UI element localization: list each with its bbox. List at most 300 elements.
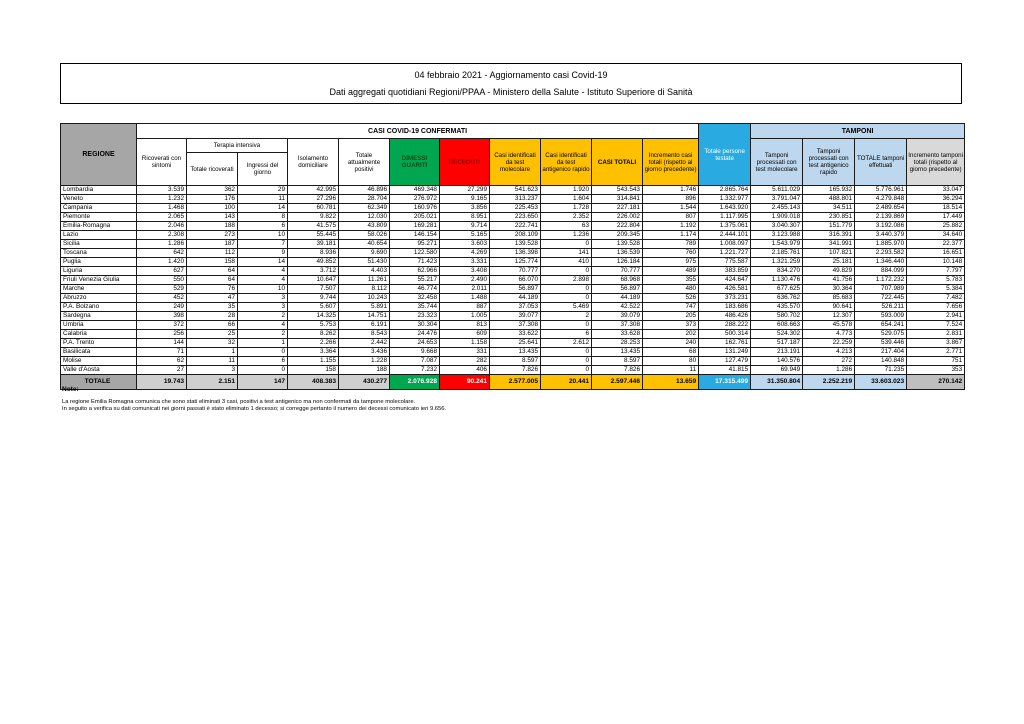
value-cell: 95.271: [390, 240, 440, 249]
value-cell: 49.852: [288, 258, 339, 267]
region-name-cell: Lazio: [61, 231, 137, 240]
table-row: [61, 195, 965, 204]
value-cell: 5.891: [339, 303, 390, 312]
value-cell: 608.663: [751, 321, 803, 330]
value-cell: 3: [238, 294, 288, 303]
column-header-totale-ricoverati: Totale ricoverati: [187, 153, 238, 186]
value-cell: 0: [541, 285, 592, 294]
value-cell: 127.479: [699, 357, 751, 366]
column-header-casi-molecolare: Casi identificati da test molecolare: [490, 139, 541, 186]
value-cell: 8.597: [490, 357, 541, 366]
value-cell: 3.791.047: [751, 195, 803, 204]
value-cell: 276.972: [390, 195, 440, 204]
value-cell: 80: [643, 357, 699, 366]
region-name-cell: P.A. Trento: [61, 339, 137, 348]
value-cell: 636.762: [751, 294, 803, 303]
value-cell: 1.008.097: [699, 240, 751, 249]
value-cell: 480: [643, 285, 699, 294]
value-cell: 272: [803, 357, 855, 366]
value-cell: 707.989: [855, 285, 907, 294]
value-cell: 5.753: [288, 321, 339, 330]
value-cell: 751: [907, 357, 965, 366]
column-header-isolamento: Isolamento domiciliare: [288, 139, 339, 186]
region-name-cell: Piemonte: [61, 213, 137, 222]
value-cell: 1.172.232: [855, 276, 907, 285]
value-cell: 654.241: [855, 321, 907, 330]
value-cell: 60.781: [288, 204, 339, 213]
value-cell: 3: [238, 303, 288, 312]
value-cell: 30.304: [390, 321, 440, 330]
value-cell: 884.099: [855, 267, 907, 276]
table-row: [61, 213, 965, 222]
value-cell: 362: [187, 186, 238, 195]
value-cell: 2.065: [137, 213, 187, 222]
column-header-ricoverati: Ricoverati con sintomi: [137, 139, 187, 186]
value-cell: 11.261: [339, 276, 390, 285]
value-cell: 140.576: [751, 357, 803, 366]
note-line: In seguito a verifica su dati comunicati nei giorni passati è stato eliminato 1 decesso; si corregge pertanto il numero dei decessi comunicato ieri 9.656.: [62, 406, 447, 412]
value-cell: 452: [137, 294, 187, 303]
totale-value-cell: 90.241: [440, 375, 490, 390]
value-cell: 14: [238, 204, 288, 213]
value-cell: 240: [643, 339, 699, 348]
value-cell: 3.408: [440, 267, 490, 276]
value-cell: 5.384: [907, 285, 965, 294]
value-cell: 406: [440, 366, 490, 375]
value-cell: 1.746: [643, 186, 699, 195]
value-cell: 225.453: [490, 204, 541, 213]
value-cell: 44.189: [490, 294, 541, 303]
value-cell: 11: [643, 366, 699, 375]
value-cell: 2.490: [440, 276, 490, 285]
value-cell: 46.896: [339, 186, 390, 195]
value-cell: 4.773: [803, 330, 855, 339]
value-cell: 4.279.848: [855, 195, 907, 204]
value-cell: 2.444.101: [699, 231, 751, 240]
region-name-cell: P.A. Bolzano: [61, 303, 137, 312]
value-cell: 5.165: [440, 231, 490, 240]
value-cell: 223.650: [490, 213, 541, 222]
value-cell: 8.597: [592, 357, 643, 366]
value-cell: 6: [238, 222, 288, 231]
value-cell: 14.751: [339, 312, 390, 321]
totale-label-cell: TOTALE: [61, 375, 137, 390]
value-cell: 90.641: [803, 303, 855, 312]
value-cell: 33.622: [490, 330, 541, 339]
value-cell: 17.449: [907, 213, 965, 222]
covid-data-table: [60, 123, 965, 390]
table-row: [61, 339, 965, 348]
value-cell: 35: [187, 303, 238, 312]
table-row: [61, 186, 965, 195]
table-row: [61, 231, 965, 240]
table-row: [61, 249, 965, 258]
value-cell: 140.848: [855, 357, 907, 366]
value-cell: 398: [137, 312, 187, 321]
value-cell: 2.185.761: [751, 249, 803, 258]
value-cell: 34.511: [803, 204, 855, 213]
value-cell: 331: [440, 348, 490, 357]
value-cell: 9.668: [390, 348, 440, 357]
value-cell: 42.995: [288, 186, 339, 195]
region-name-cell: Umbria: [61, 321, 137, 330]
value-cell: 3.539: [137, 186, 187, 195]
value-cell: 151.779: [803, 222, 855, 231]
value-cell: 1.375.061: [699, 222, 751, 231]
value-cell: 24.653: [390, 339, 440, 348]
value-cell: 609: [440, 330, 490, 339]
value-cell: 139.528: [490, 240, 541, 249]
value-cell: 85.683: [803, 294, 855, 303]
value-cell: 5.607: [288, 303, 339, 312]
totale-value-cell: 2.577.005: [490, 375, 541, 390]
table-row: [61, 204, 965, 213]
value-cell: 70.777: [490, 267, 541, 276]
column-header-incremento-tamponi: Incremento tamponi totali (rispetto al giorno precedente): [907, 139, 965, 186]
value-cell: 373.231: [699, 294, 751, 303]
value-cell: 2.293.582: [855, 249, 907, 258]
table-row: [61, 330, 965, 339]
title-box: [60, 63, 962, 104]
value-cell: 63: [541, 222, 592, 231]
value-cell: 313.237: [490, 195, 541, 204]
table-row: [61, 240, 965, 249]
value-cell: 8.262: [288, 330, 339, 339]
value-cell: 314.841: [592, 195, 643, 204]
value-cell: 1.643.920: [699, 204, 751, 213]
value-cell: 33.628: [592, 330, 643, 339]
value-cell: 529.075: [855, 330, 907, 339]
value-cell: 1.420: [137, 258, 187, 267]
value-cell: 3.867: [907, 339, 965, 348]
value-cell: 469.348: [390, 186, 440, 195]
value-cell: 183.686: [699, 303, 751, 312]
value-cell: 256: [137, 330, 187, 339]
value-cell: 41.815: [699, 366, 751, 375]
value-cell: 1.236: [541, 231, 592, 240]
value-cell: 100: [187, 204, 238, 213]
region-name-cell: Emilia-Romagna: [61, 222, 137, 231]
value-cell: 32.458: [390, 294, 440, 303]
value-cell: 188: [339, 366, 390, 375]
value-cell: 10.148: [907, 258, 965, 267]
value-cell: 282: [440, 357, 490, 366]
value-cell: 1.543.979: [751, 240, 803, 249]
totale-value-cell: 20.441: [541, 375, 592, 390]
value-cell: 4: [238, 267, 288, 276]
value-cell: 550: [137, 276, 187, 285]
value-cell: 10.243: [339, 294, 390, 303]
value-cell: 112: [187, 249, 238, 258]
value-cell: 1.117.995: [699, 213, 751, 222]
value-cell: 353: [907, 366, 965, 375]
column-header-dimessi-guariti: DIMESSI GUARITI: [390, 139, 440, 186]
totale-value-cell: 430.277: [339, 375, 390, 390]
value-cell: 8.951: [440, 213, 490, 222]
value-cell: 1.346.440: [855, 258, 907, 267]
value-cell: 1.174: [643, 231, 699, 240]
region-name-cell: Basilicata: [61, 348, 137, 357]
value-cell: 1.920: [541, 186, 592, 195]
value-cell: 18.514: [907, 204, 965, 213]
value-cell: 2.831: [907, 330, 965, 339]
value-cell: 2.865.764: [699, 186, 751, 195]
value-cell: 25: [187, 330, 238, 339]
value-cell: 0: [541, 366, 592, 375]
value-cell: 3.123.988: [751, 231, 803, 240]
value-cell: 7.524: [907, 321, 965, 330]
value-cell: 14: [238, 258, 288, 267]
value-cell: 273: [187, 231, 238, 240]
value-cell: 222.804: [592, 222, 643, 231]
value-cell: 760: [643, 249, 699, 258]
column-header-tamponi-molecolare: Tamponi processati con test molecolare: [751, 139, 803, 186]
table-row: [61, 366, 965, 375]
value-cell: 29: [238, 186, 288, 195]
value-cell: 435.570: [751, 303, 803, 312]
value-cell: 410: [541, 258, 592, 267]
region-name-cell: Toscana: [61, 249, 137, 258]
value-cell: 37.053: [490, 303, 541, 312]
value-cell: 1.155: [288, 357, 339, 366]
value-cell: 1.232: [137, 195, 187, 204]
value-cell: 70.777: [592, 267, 643, 276]
value-cell: 0: [541, 357, 592, 366]
region-name-cell: Abruzzo: [61, 294, 137, 303]
value-cell: 9.165: [440, 195, 490, 204]
value-cell: 1: [187, 348, 238, 357]
value-cell: 25.181: [803, 258, 855, 267]
table-row: [61, 276, 965, 285]
value-cell: 9.822: [288, 213, 339, 222]
value-cell: 9.690: [339, 249, 390, 258]
value-cell: 5.469: [541, 303, 592, 312]
value-cell: 896: [643, 195, 699, 204]
value-cell: 24.476: [390, 330, 440, 339]
column-header-regione: REGIONE: [61, 124, 137, 186]
value-cell: 25.641: [490, 339, 541, 348]
value-cell: 213.191: [751, 348, 803, 357]
value-cell: 2.771: [907, 348, 965, 357]
value-cell: 58.026: [339, 231, 390, 240]
value-cell: 3.440.379: [855, 231, 907, 240]
value-cell: 68.968: [592, 276, 643, 285]
value-cell: 3: [187, 366, 238, 375]
value-cell: 5.783: [907, 276, 965, 285]
value-cell: 226.002: [592, 213, 643, 222]
totale-value-cell: 19.743: [137, 375, 187, 390]
value-cell: 7: [238, 240, 288, 249]
value-cell: 526: [643, 294, 699, 303]
value-cell: 27: [137, 366, 187, 375]
note-line: La regione Emilia Romagna comunica che sono stati eliminati 3 casi, positivi a test antigenico ma non confermati da tampone molecolare.: [62, 399, 416, 405]
value-cell: 69.949: [751, 366, 803, 375]
value-cell: 28.253: [592, 339, 643, 348]
value-cell: 0: [238, 348, 288, 357]
value-cell: 2.011: [440, 285, 490, 294]
value-cell: 383.859: [699, 267, 751, 276]
value-cell: 158: [288, 366, 339, 375]
value-cell: 4.213: [803, 348, 855, 357]
value-cell: 355: [643, 276, 699, 285]
table-header: [61, 124, 965, 186]
value-cell: 424.647: [699, 276, 751, 285]
value-cell: 4: [238, 276, 288, 285]
value-cell: 3.856: [440, 204, 490, 213]
value-cell: 76: [187, 285, 238, 294]
value-cell: 32: [187, 339, 238, 348]
value-cell: 2: [238, 312, 288, 321]
value-cell: 64: [187, 267, 238, 276]
value-cell: 543.543: [592, 186, 643, 195]
value-cell: 8: [238, 213, 288, 222]
region-name-cell: Puglia: [61, 258, 137, 267]
value-cell: 39.079: [592, 312, 643, 321]
value-cell: 39.181: [288, 240, 339, 249]
totale-value-cell: 33.603.023: [855, 375, 907, 390]
totale-value-cell: 31.350.804: [751, 375, 803, 390]
value-cell: 288.222: [699, 321, 751, 330]
value-cell: 47: [187, 294, 238, 303]
value-cell: 209.345: [592, 231, 643, 240]
value-cell: 217.404: [855, 348, 907, 357]
value-cell: 486.426: [699, 312, 751, 321]
value-cell: 0: [541, 294, 592, 303]
table-row: [61, 348, 965, 357]
value-cell: 9.744: [288, 294, 339, 303]
value-cell: 125.774: [490, 258, 541, 267]
value-cell: 1.158: [440, 339, 490, 348]
region-name-cell: Friuli Venezia Giulia: [61, 276, 137, 285]
value-cell: 41.756: [803, 276, 855, 285]
region-name-cell: Liguria: [61, 267, 137, 276]
value-cell: 51.430: [339, 258, 390, 267]
region-name-cell: Lombardia: [61, 186, 137, 195]
value-cell: 56.897: [592, 285, 643, 294]
value-cell: 642: [137, 249, 187, 258]
value-cell: 7.087: [390, 357, 440, 366]
value-cell: 7.482: [907, 294, 965, 303]
value-cell: 44.189: [592, 294, 643, 303]
value-cell: 12.307: [803, 312, 855, 321]
totale-value-cell: 2.151: [187, 375, 238, 390]
value-cell: 202: [643, 330, 699, 339]
value-cell: 1.286: [137, 240, 187, 249]
value-cell: 62.966: [390, 267, 440, 276]
value-cell: 1.468: [137, 204, 187, 213]
value-cell: 64: [187, 276, 238, 285]
value-cell: 122.580: [390, 249, 440, 258]
value-cell: 372: [137, 321, 187, 330]
value-cell: 169.281: [390, 222, 440, 231]
value-cell: 205.021: [390, 213, 440, 222]
group-header-terapia-intensiva: Terapia intensiva: [187, 139, 288, 153]
table-row: [61, 357, 965, 366]
value-cell: 176: [187, 195, 238, 204]
value-cell: 526.211: [855, 303, 907, 312]
value-cell: 1.544: [643, 204, 699, 213]
value-cell: 488.801: [803, 195, 855, 204]
value-cell: 49.829: [803, 267, 855, 276]
value-cell: 0: [541, 321, 592, 330]
value-cell: 39.077: [490, 312, 541, 321]
value-cell: 517.187: [751, 339, 803, 348]
value-cell: 13.435: [490, 348, 541, 357]
value-cell: 66.070: [490, 276, 541, 285]
value-cell: 11: [187, 357, 238, 366]
totale-value-cell: 408.383: [288, 375, 339, 390]
value-cell: 10: [238, 231, 288, 240]
value-cell: 9: [238, 249, 288, 258]
value-cell: 205: [643, 312, 699, 321]
value-cell: 188: [187, 222, 238, 231]
totale-value-cell: 17.315.499: [699, 375, 751, 390]
value-cell: 341.991: [803, 240, 855, 249]
value-cell: 7.826: [592, 366, 643, 375]
value-cell: 489: [643, 267, 699, 276]
value-cell: 4: [238, 321, 288, 330]
value-cell: 22.377: [907, 240, 965, 249]
notes-label: Note:: [62, 386, 79, 393]
value-cell: 208.109: [490, 231, 541, 240]
value-cell: 158: [187, 258, 238, 267]
value-cell: 593.009: [855, 312, 907, 321]
group-header-casi-confermati: CASI COVID-19 CONFERMATI: [137, 124, 699, 139]
value-cell: 2.352: [541, 213, 592, 222]
value-cell: 40.654: [339, 240, 390, 249]
column-header-casi-antigenico: Casi identificati da test antigenico rapido: [541, 139, 592, 186]
value-cell: 1.321.259: [751, 258, 803, 267]
value-cell: 7.232: [390, 366, 440, 375]
value-cell: 1: [238, 339, 288, 348]
value-cell: 27.299: [440, 186, 490, 195]
column-header-totale-tamponi: TOTALE tamponi effettuati: [855, 139, 907, 186]
value-cell: 6: [541, 330, 592, 339]
value-cell: 1.192: [643, 222, 699, 231]
value-cell: 7.797: [907, 267, 965, 276]
title-line-2: Dati aggregati quotidiani Regioni/PPAA - Ministero della Salute - Istituto Superiore di Sanità: [329, 86, 693, 97]
value-cell: 2.308: [137, 231, 187, 240]
value-cell: 1.604: [541, 195, 592, 204]
table-row: [61, 294, 965, 303]
value-cell: 27.296: [288, 195, 339, 204]
value-cell: 107.821: [803, 249, 855, 258]
region-name-cell: Calabria: [61, 330, 137, 339]
value-cell: 580.702: [751, 312, 803, 321]
region-name-cell: Molise: [61, 357, 137, 366]
value-cell: 2.455.143: [751, 204, 803, 213]
value-cell: 249: [137, 303, 187, 312]
group-header-tamponi: TAMPONI: [751, 124, 965, 139]
value-cell: 35.744: [390, 303, 440, 312]
value-cell: 722.445: [855, 294, 907, 303]
column-header-persone-testate: Totale persone testate: [699, 124, 751, 186]
value-cell: 66: [187, 321, 238, 330]
value-cell: 23.323: [390, 312, 440, 321]
value-cell: 42.522: [592, 303, 643, 312]
value-cell: 141: [541, 249, 592, 258]
value-cell: 146.154: [390, 231, 440, 240]
value-cell: 33.047: [907, 186, 965, 195]
value-cell: 143: [187, 213, 238, 222]
value-cell: 46.774: [390, 285, 440, 294]
value-cell: 1.885.970: [855, 240, 907, 249]
value-cell: 139.528: [592, 240, 643, 249]
value-cell: 36.294: [907, 195, 965, 204]
value-cell: 5.611.029: [751, 186, 803, 195]
value-cell: 627: [137, 267, 187, 276]
table-row: [61, 321, 965, 330]
